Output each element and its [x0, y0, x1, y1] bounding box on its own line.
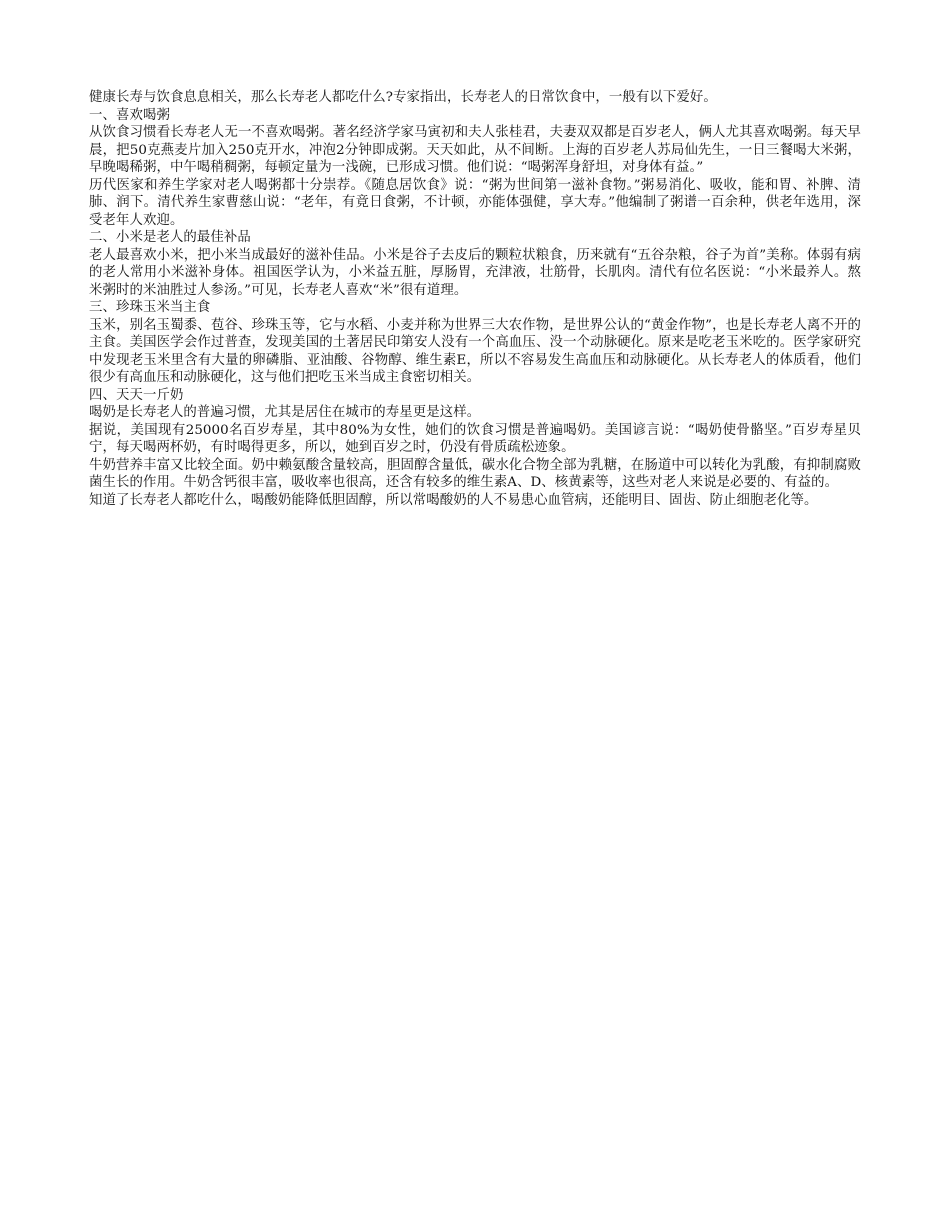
- body-paragraph: 据说，美国现有25000名百岁寿星，其中80%为女性，她们的饮食习惯是普遍喝奶。美国谚言说：“喝奶使骨骼坚。”百岁寿星贝宁，每天喝两杯奶，有时喝得更多，所以，她到百岁之时，仍没有骨质疏松迹象。: [89, 422, 861, 455]
- body-paragraph: 喝奶是长寿老人的普遍习惯，尤其是居住在城市的寿星更是这样。: [89, 405, 481, 420]
- section-heading-porridge: 一、喜欢喝粥: [89, 107, 170, 123]
- body-paragraph: 玉米，别名玉蜀黍、苞谷、珍珠玉等，它与水稻、小麦并称为世界三大农作物，是世界公认的“黄金作物”，也是长寿老人离不开的主食。美国医学会作过普查，发现美国的土著居民印第安人没有一个高血压、没一个动脉硬化。原来是吃老玉米吃的。医学家研究中发现老玉米里含有大量的卵磷脂、亚油酸、谷物醇、维生素E，所以不容易发生高血压和动脉硬化。从长寿老人的体质看，他们很少有高血压和动脉硬化，这与他们把吃玉米当成主食密切相关。: [89, 317, 861, 385]
- section-heading-milk: 四、天天一斤奶: [89, 387, 184, 403]
- intro-paragraph: 健康长寿与饮食息息相关，那么长寿老人都吃什么?专家指出，长寿老人的日常饮食中，一般有以下爱好。: [89, 90, 717, 105]
- body-paragraph: 牛奶营养丰富又比较全面。奶中赖氨酸含量较高，胆固醇含量低，碳水化合物全部为乳糖，在肠道中可以转化为乳酸，有抑制腐败菌生长的作用。牛奶含钙很丰富，吸收率也很高，还含有较多的维生素A、D、核黄素等，这些对老人来说是必要的、有益的。: [89, 457, 861, 490]
- document-body: [89, 89, 861, 509]
- section-heading-millet: 二、小米是老人的最佳补品: [89, 230, 251, 245]
- body-paragraph: 从饮食习惯看长寿老人无一不喜欢喝粥。著名经济学家马寅初和夫人张桂君，夫妻双双都是百岁老人，俩人尤其喜欢喝粥。每天早晨，把50克燕麦片加入250克开水，冲泡2分钟即成粥。天天如此，从不间断。上海的百岁老人苏局仙先生，一日三餐喝大米粥，早晚喝稀粥，中午喝稍稠粥，每顿定量为一浅碗，已形成习惯。他们说：“喝粥浑身舒坦，对身体有益。”: [89, 125, 861, 175]
- body-paragraph: 老人最喜欢小米，把小米当成最好的滋补佳品。小米是谷子去皮后的颗粒状粮食，历来就有“五谷杂粮，谷子为首”美称。体弱有病的老人常用小米滋补身体。祖国医学认为，小米益五脏，厚肠胃，充津液，壮筋骨，长肌肉。清代有位名医说：“小米最养人。熬米粥时的米油胜过人参汤。”可见，长寿老人喜欢“米”很有道理。: [89, 247, 861, 298]
- closing-paragraph: 知道了长寿老人都吃什么，喝酸奶能降低胆固醇，所以常喝酸奶的人不易患心血管病，还能明目、固齿、防止细胞老化等。: [89, 492, 818, 508]
- body-paragraph: 历代医家和养生学家对老人喝粥都十分崇荐。《随息居饮食》说：“粥为世间第一滋补食物。”粥易消化、吸收，能和胃、补脾、清肺、润下。清代养生家曹慈山说：“老年，有竟日食粥，不计顿，亦能体强健，享大寿。”他编制了粥谱一百余种，供老年选用，深受老年人欢迎。: [89, 177, 861, 228]
- section-heading-corn: 三、珍珠玉米当主食: [89, 300, 211, 315]
